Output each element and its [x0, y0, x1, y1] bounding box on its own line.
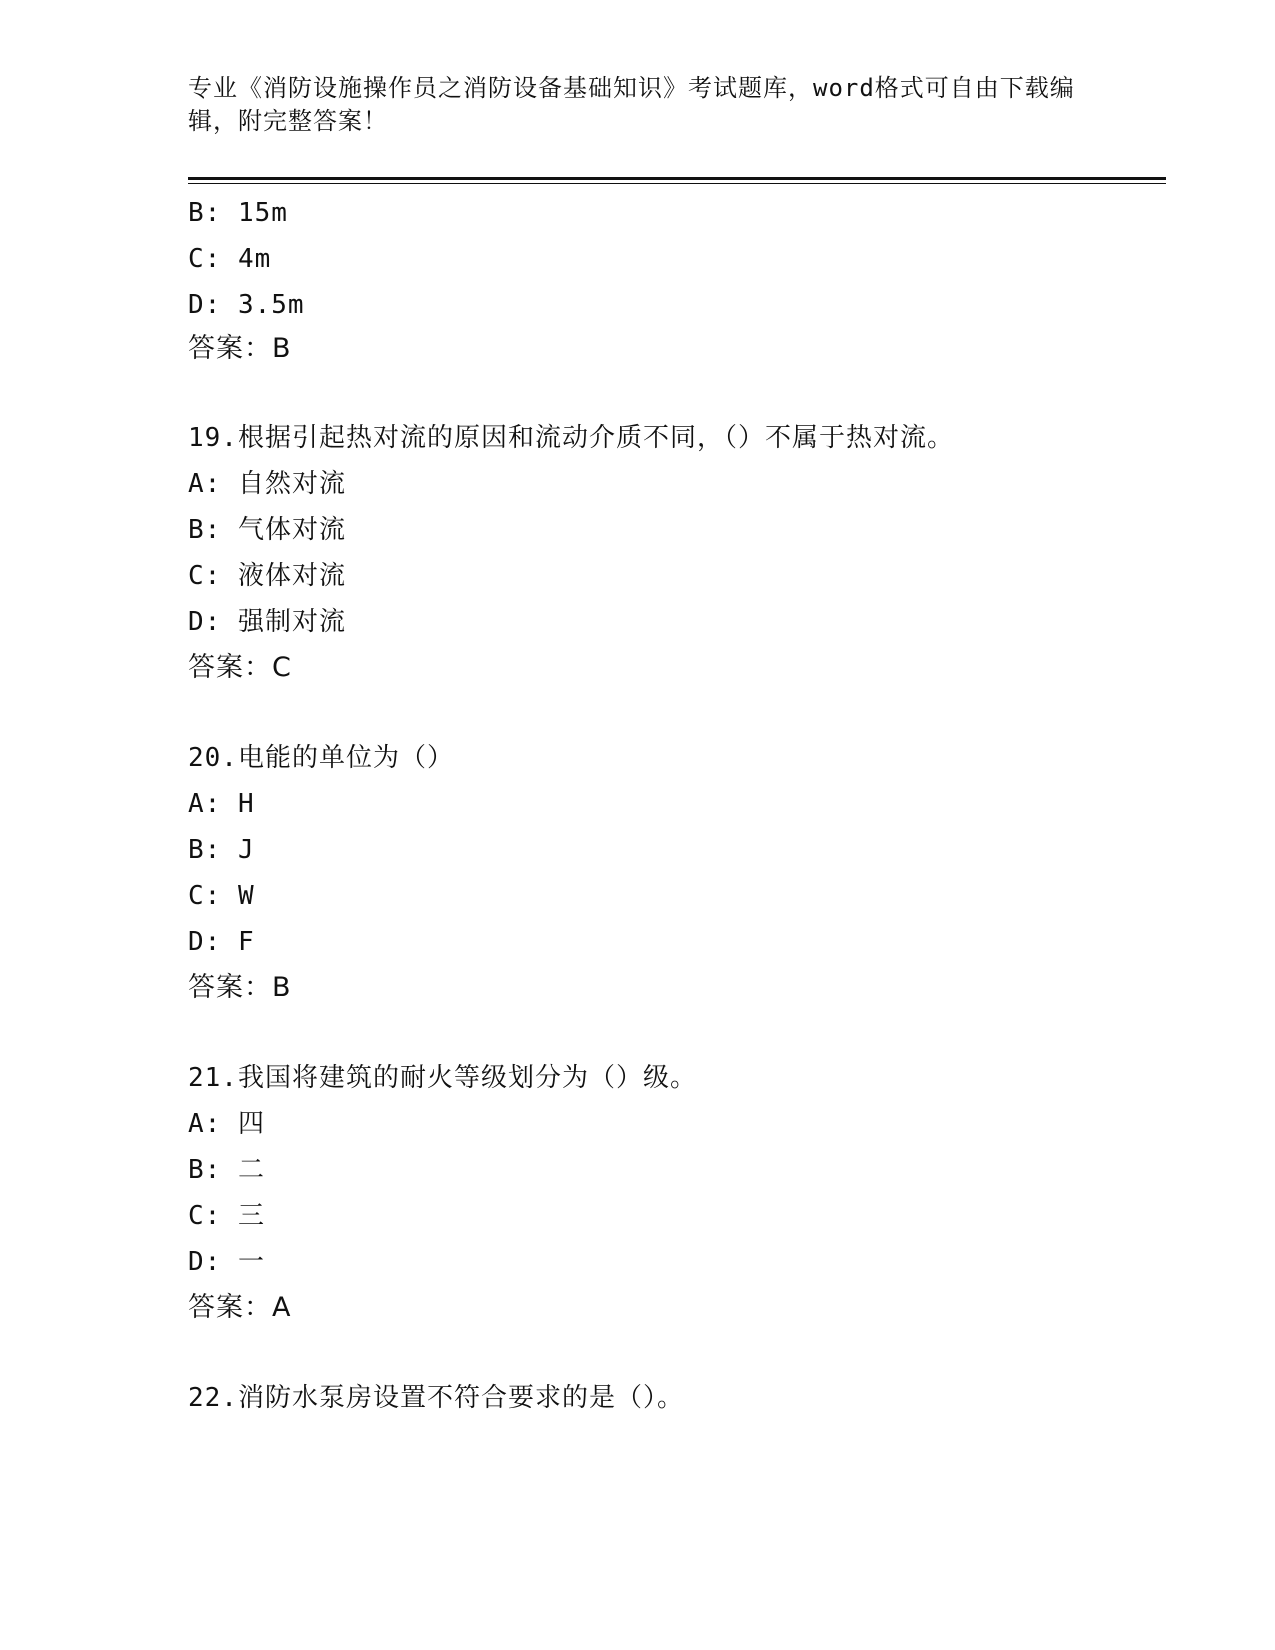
option-c: C: W	[188, 881, 255, 911]
answer: 答案：B	[188, 333, 292, 364]
document-header	[188, 72, 1088, 138]
question-21: 21.我国将建筑的耐火等级划分为（）级。	[188, 1063, 697, 1093]
option-b: B: 二	[188, 1155, 265, 1185]
question-22: 22.消防水泵房设置不符合要求的是（）。	[188, 1383, 684, 1413]
option-c: C: 液体对流	[188, 561, 346, 591]
answer: 答案：C	[188, 652, 292, 683]
option-b: B: 气体对流	[188, 515, 346, 545]
option-d: D: F	[188, 927, 255, 957]
question-20: 20.电能的单位为（）	[188, 743, 454, 773]
option-c: C: 4m	[188, 244, 272, 274]
header-line-2: 辑，附完整答案！	[188, 107, 388, 135]
option-d: D: 一	[188, 1247, 265, 1277]
answer: 答案：A	[188, 1292, 292, 1323]
option-b: B: 15m	[188, 198, 288, 228]
answer: 答案：B	[188, 972, 292, 1003]
option-a: A: 四	[188, 1109, 265, 1139]
question-19: 19.根据引起热对流的原因和流动介质不同，（）不属于热对流。	[188, 423, 954, 453]
option-a: A: H	[188, 789, 255, 819]
option-d: D: 3.5m	[188, 290, 305, 320]
option-a: A: 自然对流	[188, 469, 346, 499]
option-b: B: J	[188, 835, 255, 865]
header-line-1: 专业《消防设施操作员之消防设备基础知识》考试题库，word格式可自由下载编	[188, 74, 1075, 102]
header-rule-thin	[188, 183, 1166, 184]
option-c: C: 三	[188, 1201, 265, 1231]
option-d: D: 强制对流	[188, 607, 346, 637]
header-rule-thick	[188, 177, 1166, 180]
